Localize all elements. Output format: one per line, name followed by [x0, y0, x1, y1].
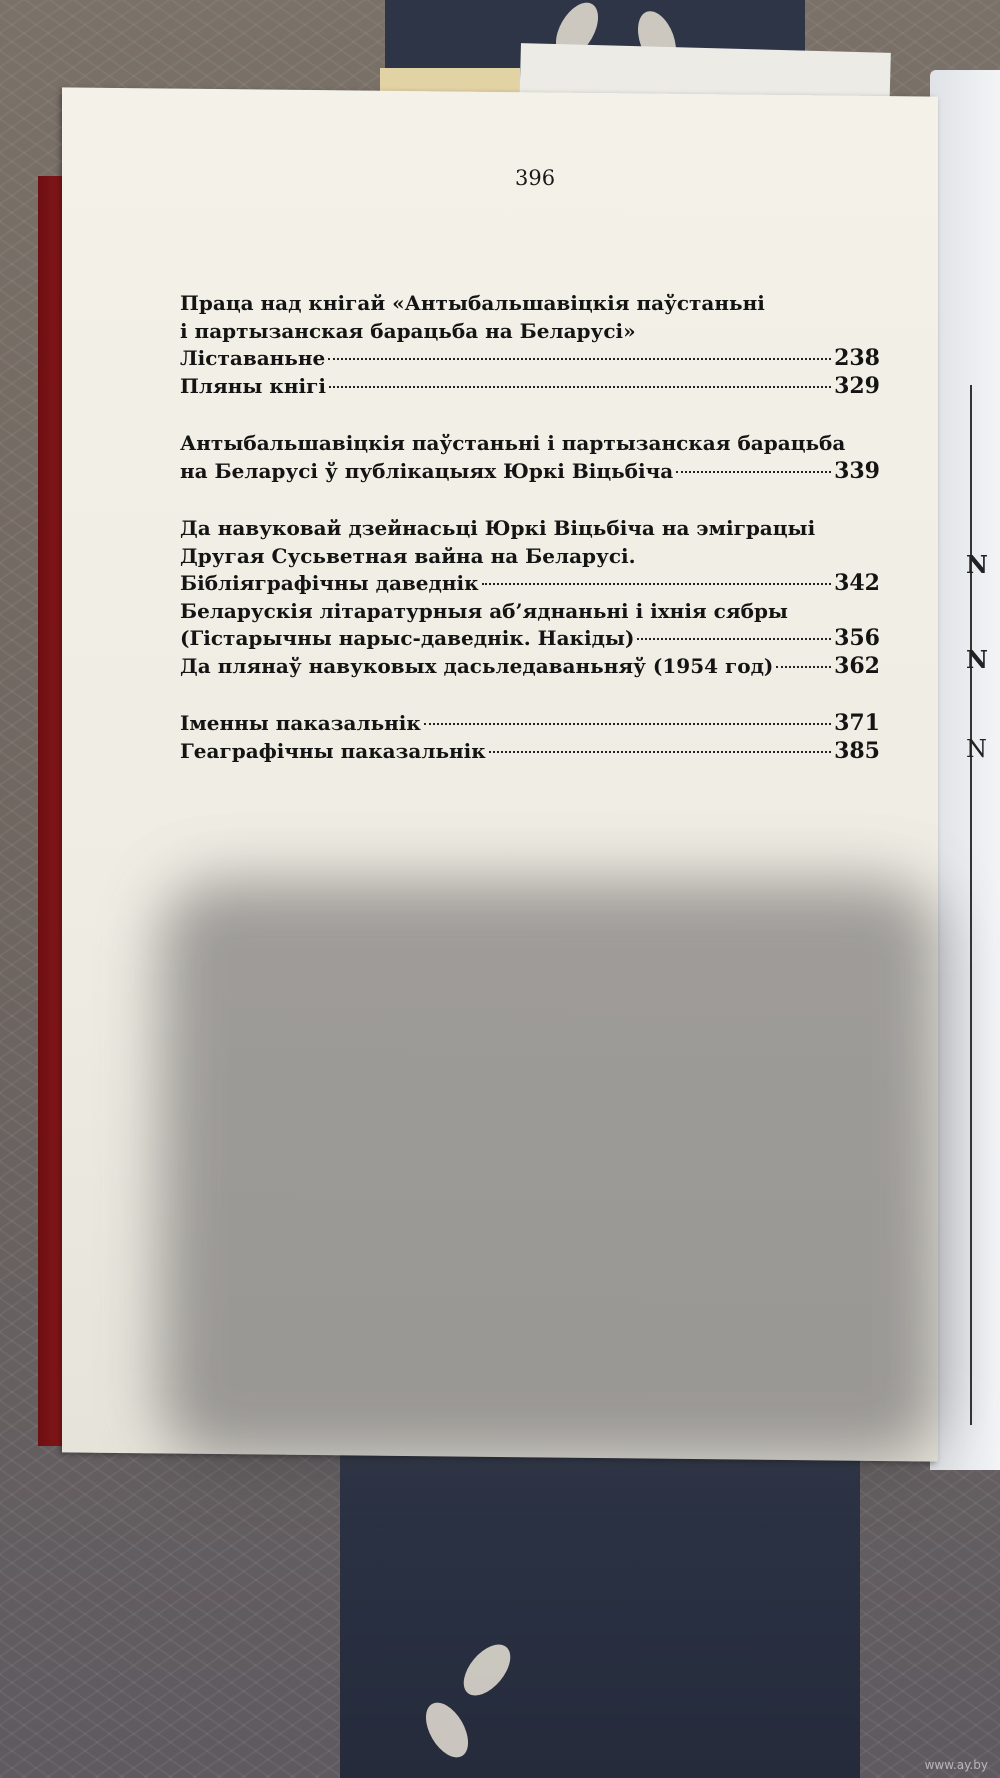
toc-entry — [180, 738, 880, 766]
toc-leader-dots — [676, 471, 831, 473]
toc-leader-dots — [329, 386, 831, 388]
toc-entry — [180, 653, 880, 681]
fabric-stripe-bottom — [340, 1430, 860, 1778]
toc-entry-page: 362 — [834, 652, 880, 679]
table-of-contents — [180, 290, 880, 765]
toc-entry — [180, 625, 880, 653]
toc-leader-dots — [424, 723, 831, 725]
hand-shadow — [160, 880, 940, 1460]
toc-entry — [180, 373, 880, 401]
toc-leader-dots — [489, 751, 831, 753]
toc-heading-line: Антыбальшавіцкія паўстаньні і партызанская барацьба — [180, 431, 846, 455]
toc-entry-title: Бібліяграфічны даведнік — [180, 571, 479, 595]
toc-leader-dots — [482, 583, 832, 585]
toc-entry — [180, 570, 880, 598]
toc-entry-page: 238 — [834, 345, 880, 371]
toc-entry-page: 385 — [834, 737, 880, 764]
facing-page-border — [970, 385, 972, 1425]
toc-entry-title: Іменны паказальнік — [180, 711, 421, 735]
toc-leader-dots — [776, 666, 831, 668]
facing-page — [930, 70, 1000, 1470]
toc-heading-line: Праца над кнігай «Антыбальшавіцкія паўстаньні — [180, 291, 765, 315]
toc-entry-title: Ліставаньне — [180, 346, 326, 370]
toc-heading-line: і партызанская барацьба на Беларусі» — [180, 318, 636, 343]
toc-entry-page: 371 — [834, 710, 880, 736]
toc-entry-title: Геаграфічны паказальнік — [180, 738, 486, 763]
toc-heading-line: Другая Сусьветная вайна на Беларусі. — [180, 543, 636, 568]
page-number: 396 — [515, 166, 556, 190]
watermark: www.ay.by — [924, 1758, 988, 1772]
toc-entry — [180, 710, 880, 738]
toc-entry-page: 342 — [834, 570, 880, 596]
toc-entry-page: 356 — [834, 625, 880, 651]
toc-entry — [180, 345, 880, 373]
toc-entry-page: 329 — [834, 372, 880, 399]
toc-entry-title: на Беларусі ў публікацыях Юркі Віцьбіча — [180, 458, 674, 483]
toc-heading-line: Да навуковай дзейнасьці Юркі Віцьбіча на эміграцыі — [180, 516, 816, 540]
toc-entry — [180, 458, 880, 486]
toc-entry-title: (Гістарычны нарыс-даведнік. Накіды) — [180, 626, 635, 650]
toc-leader-dots — [328, 358, 831, 360]
toc-heading-line: Беларускія літаратурныя аб’яднаньні і іхнія сябры — [180, 598, 788, 623]
toc-leader-dots — [637, 638, 831, 640]
facing-page-letter: N — [966, 645, 988, 674]
toc-entry-title: Да плянаў навуковых дасьледаваньняў (1954 год) — [180, 653, 774, 678]
facing-page-letter: N — [966, 735, 987, 763]
toc-entry-page: 339 — [834, 457, 880, 484]
toc-entry-title: Пляны кнігі — [180, 373, 326, 398]
facing-page-letter: N — [966, 550, 988, 579]
